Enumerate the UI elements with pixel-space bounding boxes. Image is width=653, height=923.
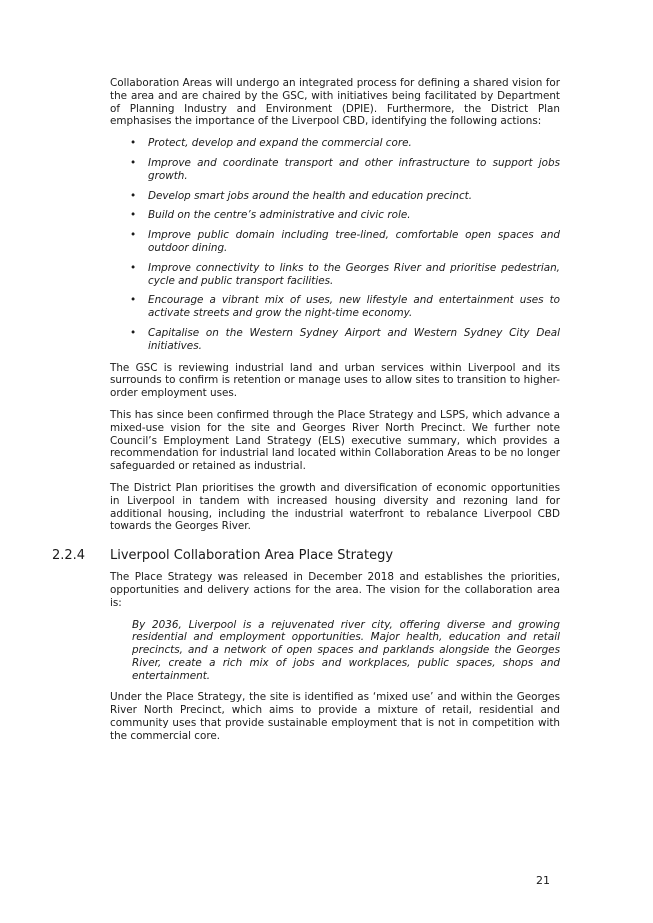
paragraph-district-plan: The District Plan prioritises the growth and diversification of economic opportunities in Liverpool in tandem with increased housing diversity and rezoning land for additional housing, including the industrial waterfront to rebalance Liverpool CBD towards the Georges River. [110,481,560,533]
page-number: 21 [536,874,550,887]
vision-quote: By 2036, Liverpool is a rejuvenated river city, offering diverse and growing residential and employment opportunities. Major health, education and retail precincts, and a network of open spaces and parklands alongside the Georges River, create a rich mix of jobs and workplaces, public spaces, shops and entertainment. [132,618,560,682]
bullet-icon: • [130,189,137,202]
list-item [110,262,560,288]
bullet-icon: • [130,326,137,339]
paragraph-gsc-review: The GSC is reviewing industrial land and urban services within Liverpool and its surrounds to confirm is retention or manage uses to allow sites to transition to higher-order employment uses. [110,361,560,400]
bullet-icon: • [130,156,137,169]
paragraph-collaboration-areas: Collaboration Areas will undergo an integrated process for defining a shared vision for the area and are chaired by the GSC, with initiatives being facilitated by Department of Planning Industry and Environment (DPIE). Furthermore, the District Plan emphasises the importance of the Liverpool CBD, identifying the following actions: [110,77,560,128]
list-item [110,157,560,183]
list-item [110,294,560,320]
list-item [110,209,560,222]
section-heading [52,548,560,564]
action-text: Build on the centre’s administrative and civic role. [148,209,411,222]
action-text: Improve connectivity to links to the Georges River and prioritise pedestrian, cycle and public transport facilities. [148,261,560,287]
bullet-icon: • [130,261,137,274]
bullet-icon: • [130,294,137,307]
action-text: Protect, develop and expand the commercial core. [148,137,412,150]
list-item [110,229,560,255]
action-text: Develop smart jobs around the health and education precinct. [148,189,473,202]
paragraph-place-strategy-lsps: This has since been confirmed through the Place Strategy and LSPS, which advance a mixed-use vision for the site and Georges River North Precinct. We further note Council’s Employment Land Strategy (ELS) executive summary, which provides a recommendation for industrial land located within Collaboration Areas to be no longer safeguarded or retained as industrial. [110,408,560,473]
bullet-icon: • [130,209,137,222]
section-number: 2.2.4 [52,548,86,564]
list-item [110,137,560,150]
paragraph-place-strategy-release: The Place Strategy was released in December 2018 and establishes the priorities, opportunities and delivery actions for the area. The vision for the collaboration area is: [110,571,560,609]
action-text: Encourage a vibrant mix of uses, new lifestyle and entertainment uses to activate streets and grow the night-time economy. [148,294,560,320]
paragraph-mixed-use: Under the Place Strategy, the site is identified as ‘mixed use’ and within the Georges River North Precinct, which aims to provide a mixture of retail, residential and community uses that provide sustainable employment that is not in competition with the commercial core. [110,691,560,742]
bullet-icon: • [130,229,137,242]
list-item [110,190,560,203]
action-text: Capitalise on the Western Sydney Airport and Western Sydney City Deal initiatives. [148,326,560,352]
action-text: Improve and coordinate transport and other infrastructure to support jobs growth. [148,156,560,182]
list-item [110,327,560,353]
section-title: Liverpool Collaboration Area Place Strategy [110,548,394,564]
bullet-icon: • [130,137,137,150]
actions-list [110,137,560,352]
page-content [52,77,560,752]
action-text: Improve public domain including tree-lined, comfortable open spaces and outdoor dining. [148,229,560,254]
